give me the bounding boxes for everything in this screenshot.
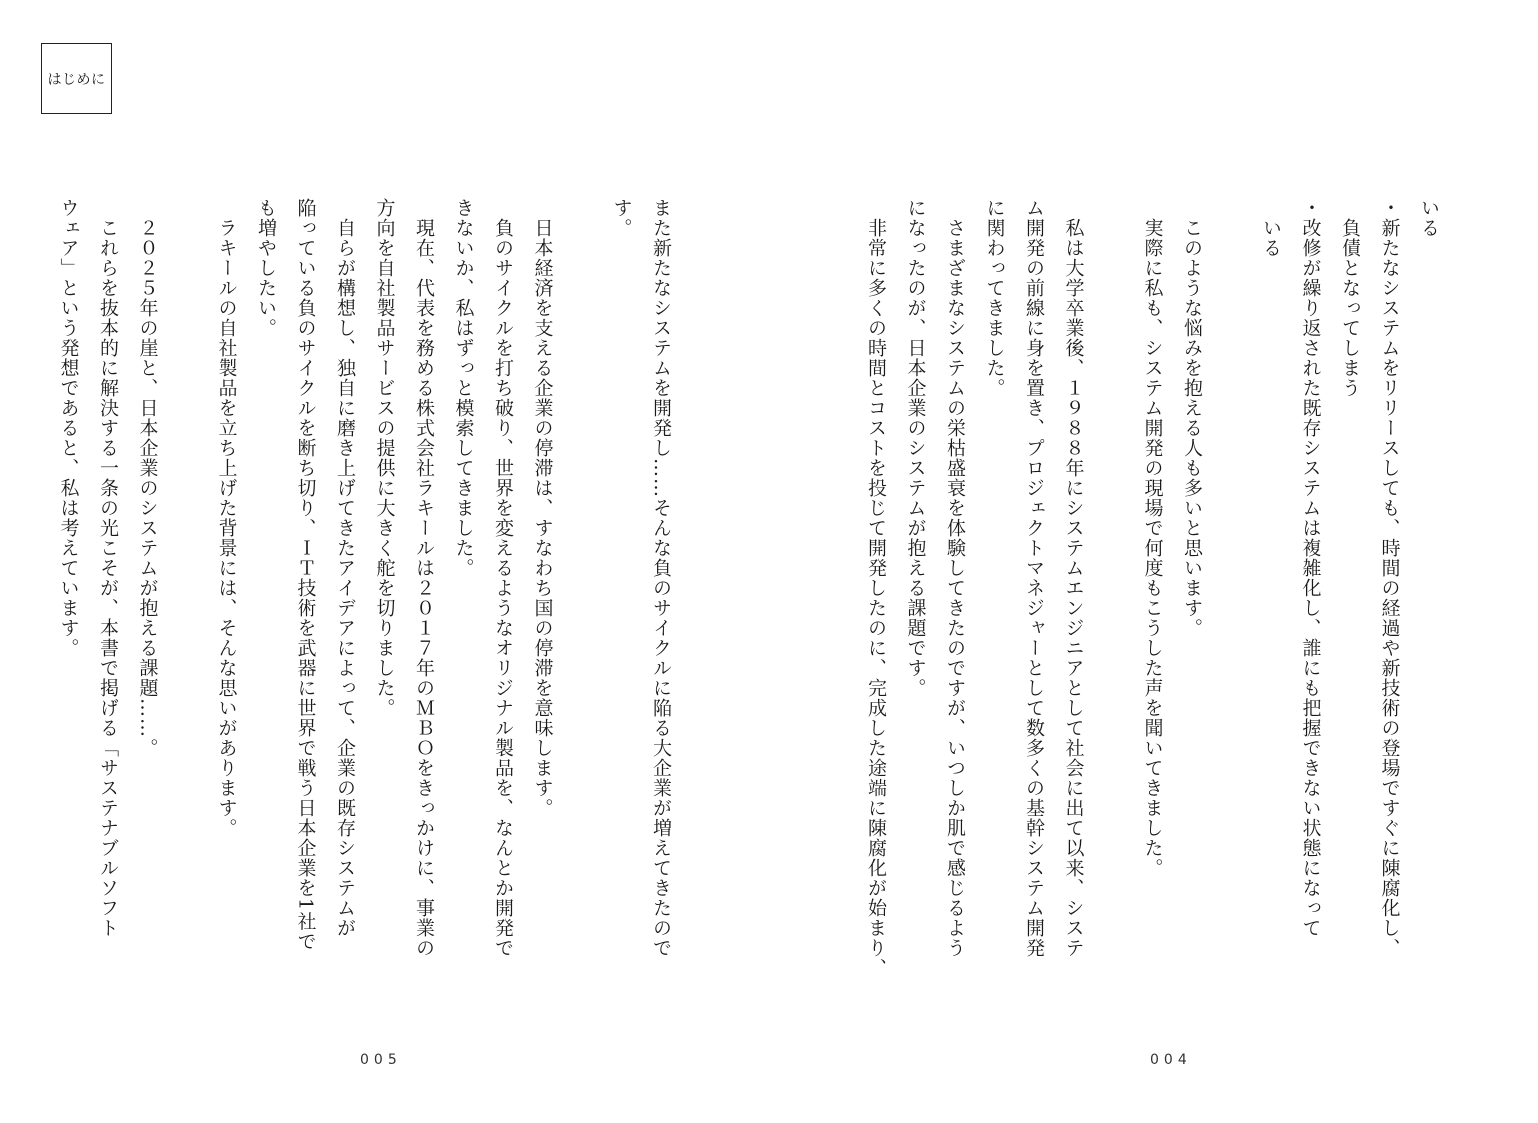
page-left-line: す。 [610, 198, 633, 238]
page-left-line: 自らが構想し、独自に磨き上げてきたアイデアによって、企業の既存システムが [334, 198, 356, 938]
page-right-line: このような悩みを抱える人も多いと思います。 [1181, 198, 1203, 638]
page-left-line: ウェア」という発想であると、私は考えています。 [57, 198, 80, 658]
page-right-line: 非常に多くの時間とコストを投じて開発したのに、完成した途端に陳腐化が始まり、 [865, 198, 887, 978]
page-left-line: 陥っている負のサイクルを断ち切り、ＩＴ技術を武器に世界で戦う日本企業を1社で [294, 198, 317, 952]
page-number-left: 005 [360, 1052, 402, 1068]
page-number-right: 004 [1150, 1052, 1192, 1068]
page-left-line [562, 198, 602, 978]
page-right-line [1093, 198, 1133, 978]
page-right-line [1211, 198, 1251, 978]
page-left-body [48, 198, 680, 978]
page-left-line: 現在、代表を務める株式会社ラキールは２０１７年のＭＢＯをきっかけに、事業の [413, 198, 435, 958]
page-left-line: 方向を自社製品サービスの提供に大きく舵を切りました。 [373, 198, 396, 718]
page-left-line: ２０２５年の崖と、日本企業のシステムが抱える課題……。 [136, 198, 159, 758]
page-right-line: ム開発の前線に身を置き、プロジェクトマネジャーとして数多くの基幹システム開発 [1023, 198, 1045, 958]
page-right-line: 負債となってしまう [1339, 198, 1361, 398]
chapter-label: はじめに [41, 43, 112, 114]
page-left-line: ラキールの自社製品を立ち上げた背景には、そんな思いがあります。 [215, 198, 238, 838]
page-left-line: これらを抜本的に解決する一条の光こそが、本書で掲げる「サステナブルソフト [97, 198, 119, 938]
page-right-line: になったのが、日本企業のシステムが抱える課題です。 [904, 198, 927, 698]
page-left-line: きないか、私はずっと模索してきました。 [452, 198, 475, 578]
page-right-line: いる [1260, 198, 1282, 258]
page-right-line: に関わってきました。 [983, 198, 1006, 398]
page-left-line: 負のサイクルを打ち破り、世界を変えるようなオリジナル製品を、なんとか開発で [492, 198, 514, 958]
page-left-line: また新たなシステムを開発し……そんな負のサイクルに陥る大企業が増えてきたので [650, 198, 672, 958]
page-right-line: ・改修が繰り返された既存システムは複雑化し、誰にも把握できない状態になって [1299, 198, 1322, 938]
page-right-line: 私は大学卒業後、１９８８年にシステムエンジニアとして社会に出て以来、システ [1062, 198, 1085, 958]
page-right-line: ・新たなシステムをリリースしても、時間の経過や新技術の登場ですぐに陳腐化し、 [1378, 198, 1401, 958]
page-left-line: も増やしたい。 [255, 198, 277, 338]
page-right-line: 実際に私も、システム開発の現場で何度もこうした声を聞いてきました。 [1141, 198, 1164, 878]
page-right-line: さまざまなシステムの栄枯盛衰を体験してきたのですが、いつしか肌で感じるよう [944, 198, 966, 958]
page-left-line: 日本経済を支える企業の停滞は、すなわち国の停滞を意味します。 [531, 198, 554, 818]
page-right-line: いる [1418, 198, 1440, 238]
page-right-body [856, 198, 1449, 978]
page-left-line [167, 198, 207, 978]
page-left [57, 198, 680, 998]
page-right [850, 198, 1448, 998]
